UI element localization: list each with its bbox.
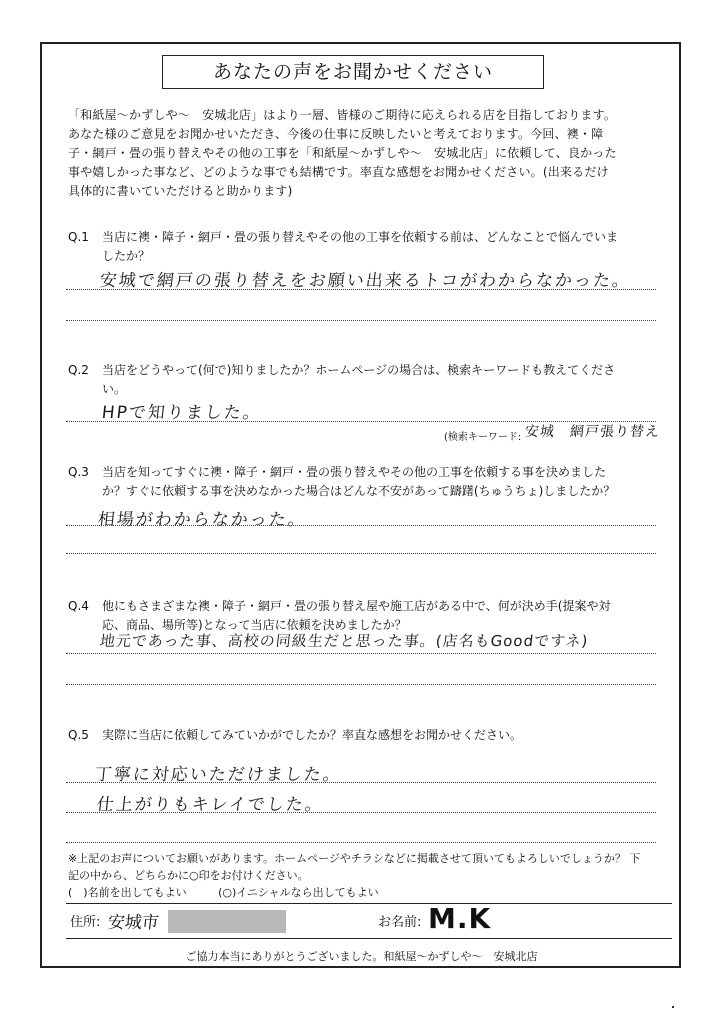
- permission-note: [68, 850, 668, 884]
- search-keyword-value: 安城 網戸張り替え: [524, 424, 661, 440]
- intro-line: あなた様のご意見をお聞かせいただき、今後の仕事に反映したいと考えております。今回、襖・障: [68, 127, 604, 141]
- answer-5-line-1: 丁寧に対応いただけました。: [93, 765, 343, 785]
- question-1: [68, 228, 668, 266]
- intro-text: [68, 106, 668, 201]
- answer-3-line-1: 相場がわからなかった。: [96, 510, 308, 530]
- form-title: あなたの声をお聞かせください: [162, 55, 544, 89]
- question-number: Q.1: [68, 230, 89, 244]
- answer-rule: [66, 782, 656, 783]
- redacted-address-block: [168, 910, 286, 933]
- answer-2-line-1: HPで知りました。: [100, 403, 263, 423]
- note-line: ※上記のお声についてお願いがあります。ホームページやチラシなどに掲載させて頂いてもよろしいでしょうか？ 下: [68, 852, 641, 865]
- answer-rule: [66, 842, 656, 843]
- question-line: 応、商品、場所等)となって当店に依頼を決めましたか？: [102, 618, 407, 632]
- scan-speck: [672, 1006, 674, 1008]
- question-3: [68, 463, 668, 501]
- permission-options: [68, 884, 407, 900]
- question-line: い。: [102, 382, 127, 396]
- option-full-name: ( )名前を出してもよい: [68, 886, 187, 899]
- option-initials: (○)イニシャルなら出してもよい: [218, 886, 379, 899]
- name-label: お名前:: [378, 915, 422, 930]
- answer-rule: [66, 684, 656, 685]
- answer-1-line-1: 安城で網戸の張り替えをお願い出来るトコがわからなかった。: [98, 271, 633, 291]
- question-2: [68, 361, 668, 399]
- answer-rule: [66, 812, 656, 813]
- answer-4-line-1: 地元であった事、高校の同級生だと思った事。(店名もGoodですネ): [99, 632, 590, 650]
- intro-line: 事や嬉しかった事など、どのような事でも結構です。率直な感想をお聞かせください。(出来るだけ: [68, 165, 609, 179]
- question-line: したか？: [102, 249, 151, 263]
- thanks-footer: ご協力本当にありがとうございました。和紙屋～かずしや～ 安城北店: [185, 950, 538, 963]
- answer-5-line-2: 仕上がりもキレイでした。: [95, 795, 325, 815]
- answer-rule: [66, 525, 656, 526]
- answer-rule: [66, 653, 656, 654]
- intro-line: 「和紙屋～かずしや～ 安城北店」はより一層、皆様のご期待に応えられる店を目指しております。: [68, 108, 617, 122]
- intro-line: 具体的に書いていただけると助かります): [68, 184, 293, 198]
- question-number: Q.2: [68, 363, 89, 377]
- question-line: 当店に襖・障子・網戸・畳の張り替えやその他の工事を依頼する前は、どんなことで悩んでいま: [102, 230, 619, 244]
- question-line: 当店をどうやって(何で)知りましたか？ホームページの場合は、検索キーワードも教えてくださ: [102, 363, 616, 377]
- answer-rule: [66, 553, 656, 554]
- question-line: 他にもさまざまな襖・障子・網戸・畳の張り替え屋や施工店がある中で、何が決め手(提案や対: [102, 599, 611, 613]
- question-number: Q.3: [68, 465, 89, 479]
- question-line: 実際に当店に依頼してみていかがでしたか？率直な感想をお聞かせください。: [102, 728, 523, 742]
- question-5: [68, 726, 668, 745]
- address-label: 住所:: [70, 915, 101, 930]
- question-line: 当店を知ってすぐに襖・障子・網戸・畳の張り替えやその他の工事を依頼する事を決めました: [102, 465, 607, 479]
- question-number: Q.4: [68, 599, 89, 613]
- intro-line: 子・網戸・畳の張り替えやその他の工事を「和紙屋～かずしや～ 安城北店」に依頼して、良かった: [68, 146, 617, 160]
- note-line: 記の中から、どちらかに○印をお付けください。: [68, 869, 309, 882]
- answer-rule: [66, 289, 656, 290]
- question-number: Q.5: [68, 728, 89, 742]
- name-value: M.K: [428, 902, 492, 935]
- answer-rule: [66, 320, 656, 321]
- question-line: か？すぐに依頼する事を決めなかった場合はどんな不安があって躊躇(ちゅうちょ)しましたか？: [102, 484, 616, 498]
- address-value: 安城市: [106, 913, 160, 933]
- search-keyword-label: (検索キーワード:: [444, 432, 522, 443]
